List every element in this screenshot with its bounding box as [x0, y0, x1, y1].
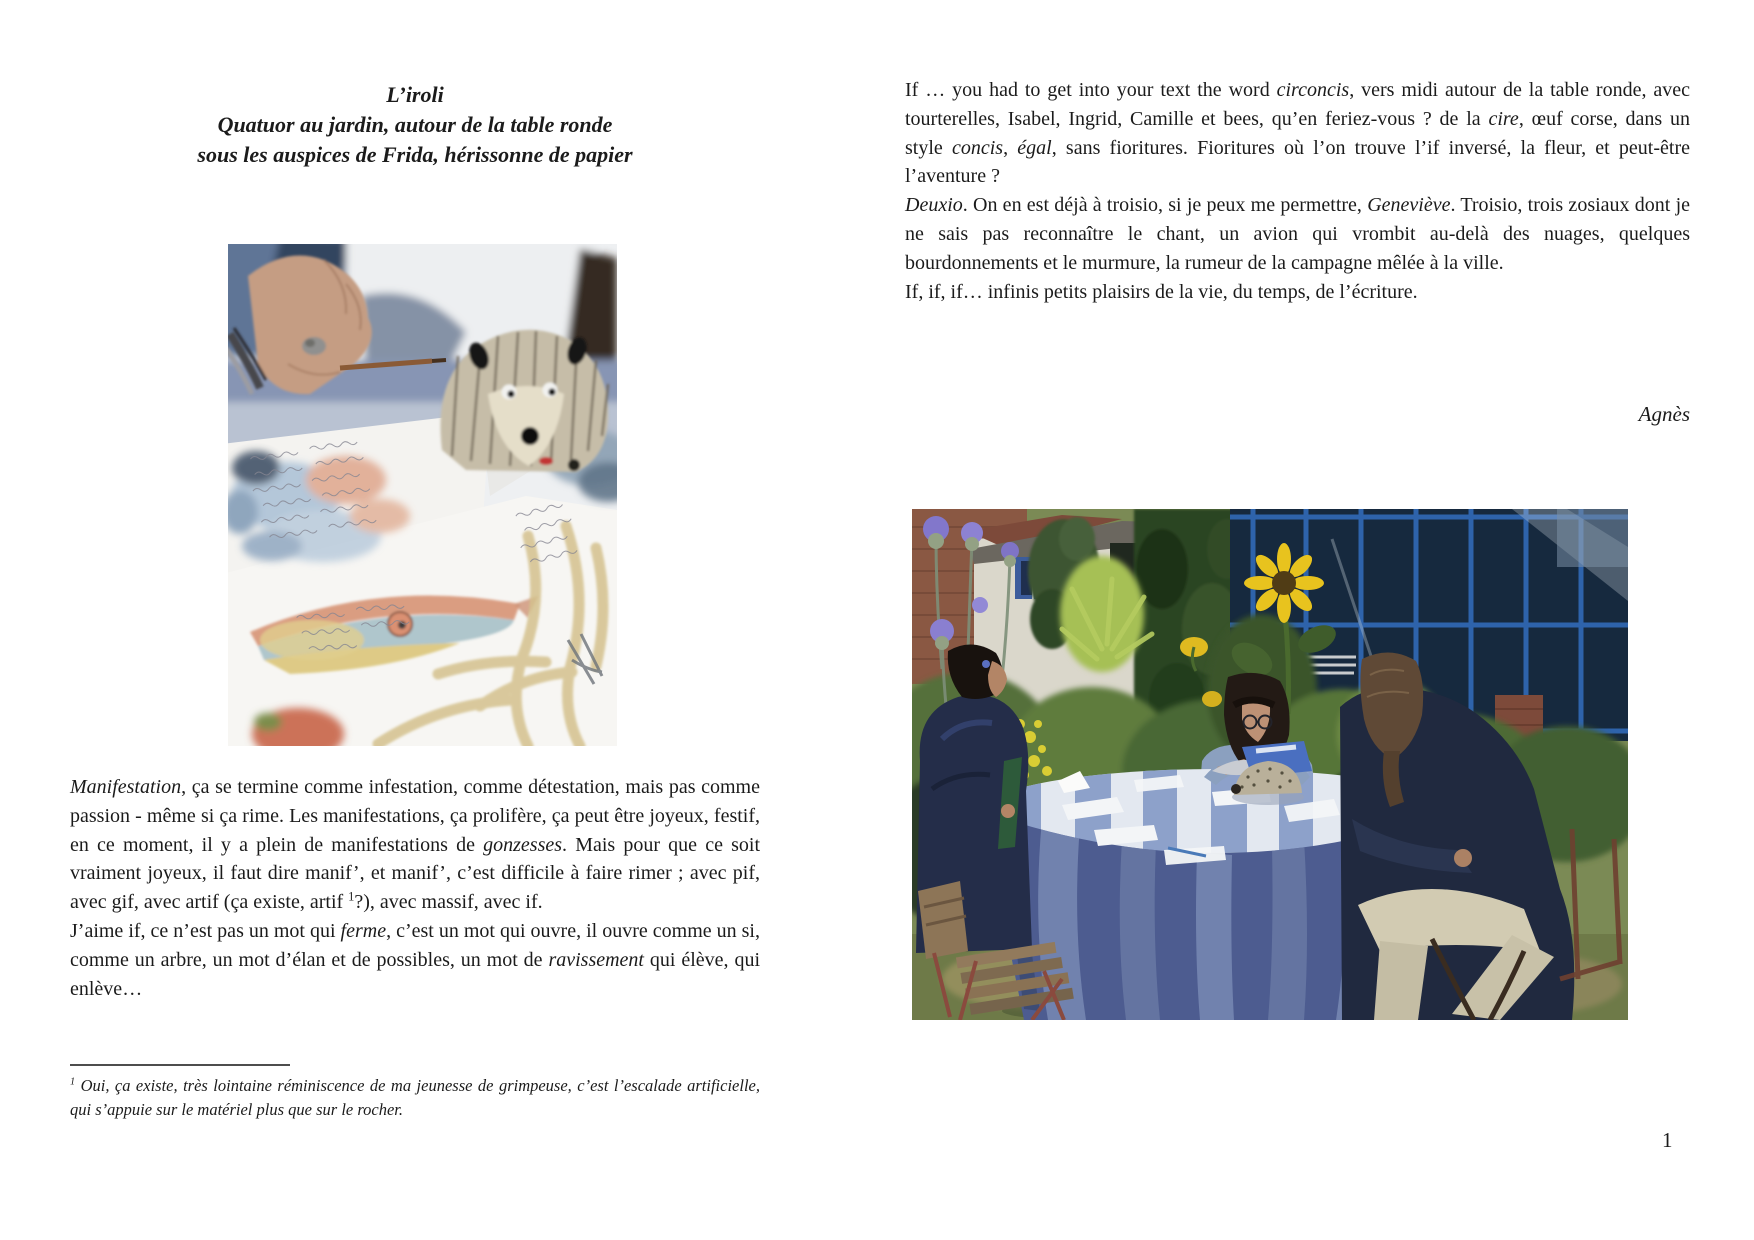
- photo-garden-table: [912, 509, 1628, 1020]
- right-column-body: [905, 76, 1690, 306]
- footnote-divider: [70, 1064, 290, 1066]
- right-paragraph-3: If, if, if… infinis petits plaisirs de la vie, du temps, de l’écriture.: [905, 280, 1418, 303]
- left-paragraph-1: Manifestation, ça se termine comme infestation, comme détestation, mais pas comme passion - même si ça rime. Les manifestations, ça prolifère, ça peut être joyeux, festif, en ce moment, il y a plein de manifestations de gonzesses. Mais pour que ce soit vraiment joyeux, il faut dire manif’, et manif’, c’est difficile à faire rimer ; avec pif, avec gif, avec artif (ça existe, artif $^1$?), avec massif, avec if.: [70, 776, 761, 914]
- signature: Agnès: [1638, 402, 1690, 426]
- right-paragraph-2: Deuxio. On en est déjà à troisio, si je peux me permettre, Geneviève. Troisio, trois zosiaux dont je ne sais pas reconnaître le chant, un avion qui vrombit au-delà des nuages, quelques bourdonnements et le murmure, la rumeur de la campagne mêlée à la ville.: [905, 194, 1690, 274]
- title-block: [70, 80, 760, 170]
- page-title: L’iroli: [386, 82, 444, 107]
- left-paragraph-2: J’aime if, ce n’est pas un mot qui ferme, c’est un mot qui ouvre, il ouvre comme un si, comme un arbre, un mot d’élan et de possibles, un mot de ravissement qui élève, qui enlève…: [70, 919, 760, 1000]
- left-column-body: [70, 773, 760, 1003]
- right-paragraph-1: If … you had to get into your text the word circoncis, vers midi autour de la table ronde, avec tourterelles, Isabel, Ingrid, Camille et bees, qu’en feriez-vous ? de la cire, œuf corse, dans un style concis, égal, sans fioritures. Fioritures où l’on trouve l’if inversé, la fleur, et peut-être l’aventure ?: [905, 79, 1691, 188]
- subtitle-line-2: sous les auspices de Frida, hérissonne de papier: [197, 142, 633, 167]
- page-number: 1: [1662, 1128, 1673, 1152]
- photo-hedgehog-workshop: [228, 244, 617, 746]
- subtitle-line-1: Quatuor au jardin, autour de la table ronde: [217, 112, 613, 137]
- footnote: $^1$ Oui, ça existe, très lointaine réminiscence de ma jeunesse de grimpeuse, c’est l’escalade artificielle, qui s’appuie sur le matériel plus que sur le rocher.: [70, 1076, 760, 1119]
